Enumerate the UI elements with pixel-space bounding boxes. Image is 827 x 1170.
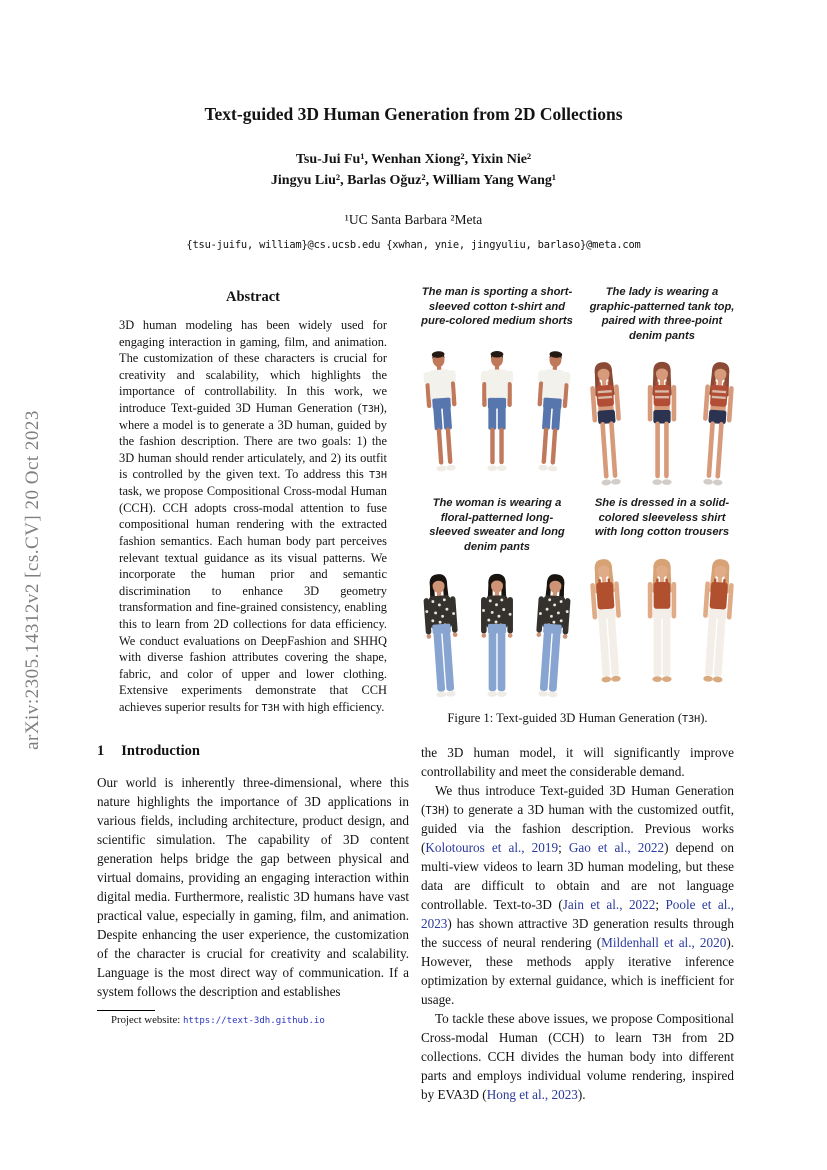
citation-link[interactable]: Kolotouros et al., 2019 bbox=[425, 839, 559, 855]
human-render bbox=[523, 344, 582, 474]
human-render bbox=[688, 359, 747, 489]
human-render bbox=[523, 570, 582, 700]
quadrant-caption: The man is sporting a short-sleeved cotton t-shirt and pure-colored medium shorts bbox=[421, 286, 573, 328]
footnote bbox=[97, 1010, 409, 1026]
rendered-humans bbox=[421, 332, 573, 473]
human-render bbox=[637, 557, 687, 684]
abstract-heading: Abstract bbox=[226, 289, 280, 305]
quadrant-caption: She is dressed in a solid-colored sleeveless shirt with long cotton trousers bbox=[594, 497, 730, 539]
rendered-humans bbox=[586, 346, 738, 487]
figure-quadrant-woman-sleeveless bbox=[586, 496, 738, 698]
affiliation-line: ¹UC Santa Barbara ²Meta bbox=[344, 212, 483, 227]
figure-quadrant-man-tshirt bbox=[421, 285, 573, 487]
human-render bbox=[472, 346, 522, 473]
footnote-rule bbox=[97, 1010, 155, 1011]
citation-link[interactable]: Gao et al., 2022 bbox=[568, 839, 665, 855]
figure-1 bbox=[421, 285, 734, 699]
body-paragraph: We thus introduce Text-guided 3D Human Generation (T3H) to generate a 3D human with the customized outfit, guided via the fashion description. Previous works (Kolotouros et al., 2019; Gao et al., 2022) depend on multi-view videos to learn 3D human modeling, but these data are difficult to obtain and are not language controllable. Text-to-3D (Jain et al., 2022; Poole et al., 2023) has shown attractive 3D generation results through the success of neural rendering (Mildenhall et al., 2020). However, these methods apply iterative inference optimization by external guidance, which is inefficient for usage. bbox=[421, 782, 735, 1007]
human-render bbox=[637, 360, 687, 487]
right-column-text bbox=[421, 743, 734, 1104]
figure-quadrant-lady-tanktop bbox=[586, 285, 738, 487]
right-column bbox=[421, 285, 734, 1104]
author-line-2: Jingyu Liu², Barlas Oğuz², William Yang Wang¹ bbox=[270, 173, 557, 188]
citation-link[interactable]: Mildenhall et al., 2020 bbox=[601, 934, 727, 950]
quadrant-caption: The woman is wearing a floral-patterned long-sleeved sweater and long denim pants bbox=[429, 497, 565, 553]
body-paragraph: To tackle these above issues, we propose Compositional Cross-modal Human (CCH) to learn T3H from 2D collections. CCH divides the human body into different parts and employs individual volume rendering, inspired by EVA3D (Hong et al., 2023). bbox=[421, 1010, 734, 1102]
figure-caption: Figure 1: Text-guided 3D Human Generation (T3H). bbox=[447, 710, 708, 725]
human-render bbox=[413, 570, 472, 700]
section-number: 1 bbox=[97, 742, 105, 759]
footnote-prefix: Project website: bbox=[111, 1013, 183, 1026]
human-render bbox=[688, 556, 747, 686]
left-column bbox=[97, 289, 409, 1026]
citation-link[interactable]: Hong et al., 2023 bbox=[486, 1086, 578, 1102]
human-render bbox=[472, 572, 522, 699]
intro-paragraph: Our world is inherently three-dimensional, where this nature highlights the importance of 3D applications in various fields, including architecture, product design, and scientific simulation. The capability of 3D content generation helps bridge the gap between physical and virtual domains, providing an engaging interaction within digital media. Furthermore, realistic 3D humans have vast practical value, especially in gaming, film, and animation. Despite enhancing the user experience, the customization of the character is crucial for creativity and scalability. Language is the most direct way of communication. If a system follows the description and establishes bbox=[97, 774, 409, 999]
inline-code: T3H bbox=[652, 1032, 672, 1045]
inline-code: T3H bbox=[682, 713, 701, 725]
figure-quadrant-woman-sweater bbox=[421, 496, 573, 698]
email-line: {tsu-juifu, william}@cs.ucsb.edu {xwhan, ynie, jingyuliu, barlaso}@meta.com bbox=[186, 239, 641, 251]
human-render bbox=[413, 344, 472, 474]
rendered-humans bbox=[586, 543, 738, 684]
author-block bbox=[0, 149, 827, 191]
inline-code: T3H bbox=[369, 470, 387, 482]
section-heading-introduction bbox=[97, 743, 409, 760]
human-render bbox=[578, 556, 637, 686]
inline-code: T3H bbox=[425, 804, 445, 817]
arxiv-stamp: arXiv:2305.14312v2 [cs.CV] 20 Oct 2023 bbox=[22, 410, 43, 750]
inline-code: T3H bbox=[261, 703, 280, 715]
quadrant-caption: The lady is wearing a graphic-patterned tank top, paired with three-point denim pants bbox=[589, 286, 735, 342]
inline-code: T3H bbox=[361, 404, 380, 416]
body-paragraph: the 3D human model, it will significantly improve controllability and meet the considerable demand. bbox=[421, 744, 734, 779]
abstract-text: 3D human modeling has been widely used for engaging interaction in gaming, film, and animation. The customization of these characters is crucial for creativity and scalability, which highlights the importance of controllability. In this work, we introduce Text-guided 3D Human Generation (T3H), where a model is to generate a 3D human, guided by the fashion description. There are two goals: 1) the 3D human should render articulately, and 2) its outfit is controlled by the given text. To address this T3H task, we propose Compositional Cross-modal Human (CCH). CCH adopts cross-modal attention to fuse compositional human rendering with the extracted fashion semantics. Each human body part perceives relevant textual guidance as its visual patterns. We incorporate the human prior and semantic discrimination to enhance 3D geometry transformation and fine-grained consistency, enabling this to learn from 2D collections for data efficiency. We conduct evaluations on DeepFashion and SHHQ with diverse fashion attributes covering the shape, fabric, and color of upper and lower clothing. Extensive experiments demonstrate that CCH achieves superior results for T3H with high efficiency. bbox=[119, 318, 387, 715]
citation-link[interactable]: Jain et al., 2022 bbox=[562, 896, 656, 912]
paper-header bbox=[0, 104, 827, 251]
citation-link[interactable]: Poole et al., 2023 bbox=[421, 896, 734, 931]
project-url-link[interactable]: https://text-3dh.github.io bbox=[182, 1015, 325, 1026]
footnote-text bbox=[97, 1014, 409, 1026]
rendered-humans bbox=[421, 558, 573, 699]
human-render bbox=[578, 359, 637, 489]
section-title: Introduction bbox=[121, 742, 200, 759]
author-line-1: Tsu-Jui Fu¹, Wenhan Xiong², Yixin Nie² bbox=[295, 152, 532, 167]
paper-title: Text-guided 3D Human Generation from 2D Collections bbox=[204, 104, 623, 124]
